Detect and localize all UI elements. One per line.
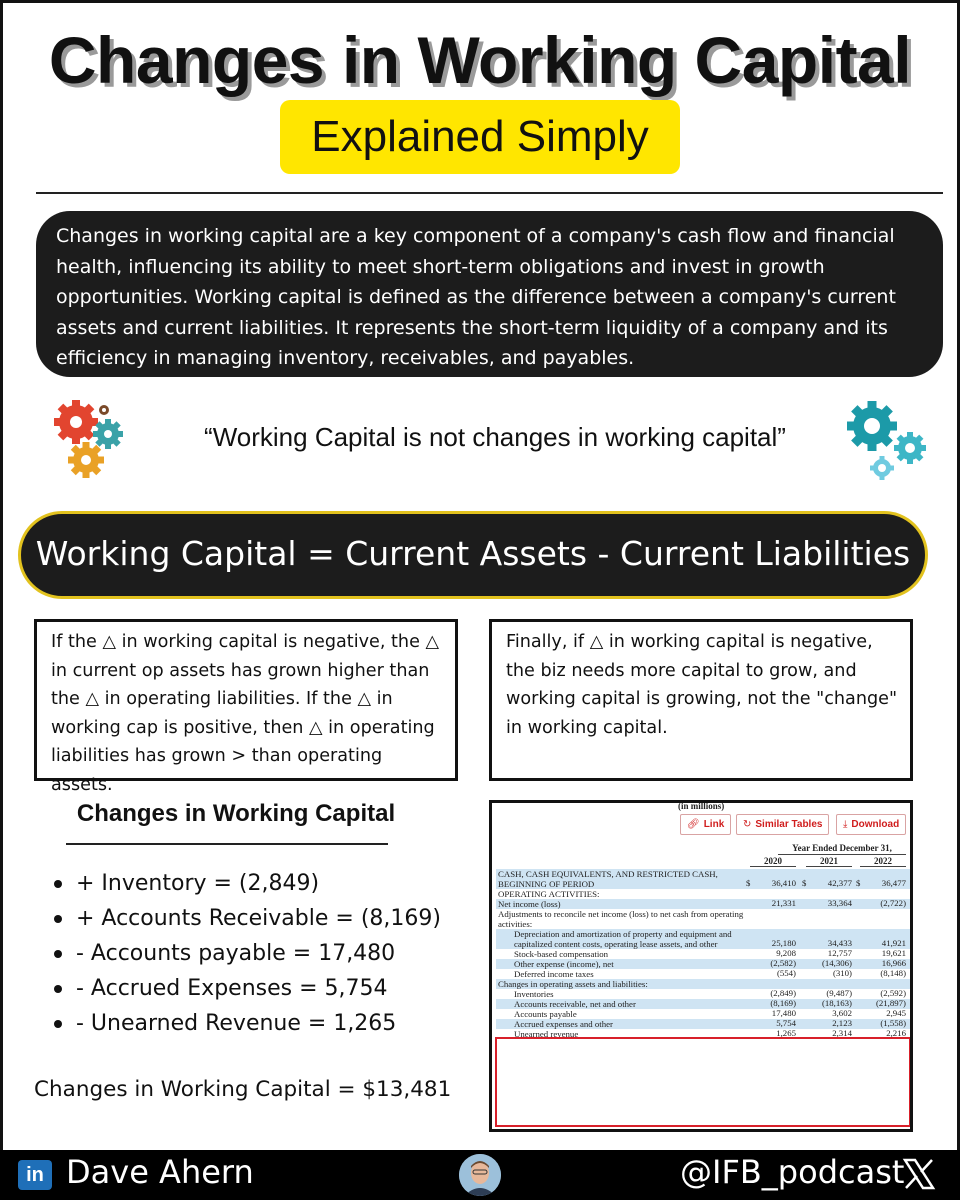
row-label: Accrued expenses and other: [514, 1019, 613, 1029]
cell-value: (2,849): [770, 988, 796, 998]
calc-list: [54, 866, 441, 1041]
cell-value: (554): [776, 968, 796, 978]
currency-symbol: $: [802, 878, 807, 888]
bullet-icon: [54, 1020, 62, 1028]
list-item: [54, 971, 441, 1006]
cell-value: (310): [832, 968, 852, 978]
cell-value: (1,558): [880, 1018, 906, 1028]
cell-value: 2,945: [886, 1008, 906, 1018]
row-label: Stock-based compensation: [514, 949, 609, 959]
cell-value: (2,592): [880, 988, 906, 998]
author-name: Dave Ahern: [66, 1153, 254, 1191]
list-item: [54, 1006, 441, 1041]
twitter-handle: @IFB_podcast: [680, 1153, 905, 1191]
x-logo-icon[interactable]: [902, 1157, 936, 1191]
linkedin-icon[interactable]: in: [18, 1160, 52, 1190]
avatar: [459, 1154, 501, 1196]
currency-symbol: $: [856, 878, 861, 888]
bullet-icon: [54, 880, 62, 888]
cell-value: (8,169): [770, 998, 796, 1008]
calc-item-accrued: - Accrued Expenses = 5,754: [76, 976, 388, 1001]
brown-gear: [99, 405, 109, 415]
table-row: [496, 929, 910, 949]
calc-item-receivables: + Accounts Receivable = (8,169): [76, 906, 441, 931]
formula-banner: Working Capital = Current Assets - Current Liabilities: [18, 511, 928, 599]
similar-tables-button[interactable]: [736, 814, 829, 835]
cell-value: (8,148): [880, 968, 906, 978]
currency-symbol: $: [746, 878, 751, 888]
statement-period: Year Ended December 31,: [778, 843, 906, 855]
row-label: Net income (loss): [498, 899, 561, 909]
table-row: [496, 969, 910, 979]
row-label: Adjustments to reconcile net income (loss) to net cash from operating activities:: [498, 909, 744, 929]
row-label: OPERATING ACTIVITIES:: [498, 889, 600, 899]
big-teal-gear: [847, 401, 897, 451]
quote-text: “Working Capital is not changes in working capital”: [204, 422, 786, 452]
cell-value: 33,364: [827, 898, 852, 908]
cash-flow-statement: [489, 800, 913, 1132]
calc-item-payables: - Accounts payable = 17,480: [76, 941, 396, 966]
row-label: Unearned revenue: [514, 1029, 579, 1039]
year-header: 2022: [860, 856, 906, 867]
row-label: Depreciation and amortization of property and equipment and capitalized content costs, operating lease assets, and other: [514, 929, 732, 949]
highlight-box: [495, 1037, 911, 1127]
download-icon: ⤓: [843, 819, 848, 830]
note-capital-growth: Finally, if △ in working capital is negative, the biz needs more capital to grow, and working capital is growing, not the "change" in working capital.: [489, 619, 913, 781]
orange-gear: [68, 442, 104, 478]
download-label: Download: [851, 819, 900, 830]
bullet-icon: [54, 985, 62, 993]
bullet-icon: [54, 950, 62, 958]
link-icon: 🔗︎: [687, 819, 700, 830]
cell-value: (9,487): [826, 988, 852, 998]
cell-value: (2,722): [880, 898, 906, 908]
similar-tables-label: Similar Tables: [755, 819, 823, 830]
year-header: 2020: [750, 856, 796, 867]
calc-item-unearned: - Unearned Revenue = 1,265: [76, 1011, 397, 1036]
mid-teal-gear: [894, 432, 926, 464]
calc-total: Changes in Working Capital = $13,481: [34, 1077, 452, 1102]
year-header: 2021: [806, 856, 852, 867]
cell-value: 3,602: [832, 1008, 852, 1018]
cell-value: 36,477: [881, 878, 906, 888]
teal-gear: [93, 419, 123, 449]
cell-value: 1,265: [776, 1028, 796, 1038]
row-label: Changes in operating assets and liabilities:: [498, 979, 648, 989]
history-icon: ↻: [743, 819, 752, 830]
cell-value: 2,314: [832, 1028, 852, 1038]
list-item: [54, 901, 441, 936]
row-label: Accounts receivable, net and other: [514, 999, 636, 1009]
row-label: Accounts payable: [514, 1009, 577, 1019]
cell-value: 5,754: [776, 1018, 796, 1028]
cell-value: 42,377: [827, 878, 852, 888]
note-negative-positive: If the △ in working capital is negative, the △ in current op assets has grown higher than the △ in operating liabilities. If the △ in working cap is positive, then △ in operating liabilities has grown > than operating assets.: [34, 619, 458, 781]
statement-units: (in millions): [678, 801, 725, 811]
row-label: CASH, CASH EQUIVALENTS, AND RESTRICTED CASH, BEGINNING OF PERIOD: [498, 869, 718, 889]
link-button[interactable]: [680, 814, 731, 835]
table-row: [496, 869, 910, 889]
cell-value: (21,897): [875, 998, 906, 1008]
divider: [36, 192, 943, 194]
cell-value: 41,921: [881, 938, 906, 948]
statement-rows: [496, 869, 910, 1039]
cell-value: (18,163): [821, 998, 852, 1008]
link-button-label: Link: [703, 819, 725, 830]
cell-value: (14,306): [821, 958, 852, 968]
bullet-icon: [54, 915, 62, 923]
list-item: [54, 936, 441, 971]
table-row: [496, 909, 910, 929]
download-button[interactable]: [836, 814, 906, 835]
small-teal-gear: [870, 456, 894, 480]
page-title: Changes in Working Capital: [48, 23, 912, 97]
calc-heading: Changes in Working Capital: [76, 800, 396, 827]
calc-item-inventory: + Inventory = (2,849): [76, 871, 320, 896]
cell-value: 36,410: [771, 878, 796, 888]
row-label: Inventories: [514, 989, 554, 999]
page-subtitle: Explained Simply: [280, 100, 680, 174]
teal-gears-icon: [842, 398, 932, 486]
table-row: [496, 899, 910, 909]
intro-panel: Changes in working capital are a key component of a company's cash flow and financial health, influencing its ability to meet short-term obligations and invest in growth opportunities. Working capital is defined as the difference between a company's current assets and current liabilities. It represents the short-term liquidity of a company and its efficiency in managing inventory, receivables, and payables.: [36, 211, 943, 377]
cell-value: 16,966: [881, 958, 906, 968]
cell-value: 2,123: [832, 1018, 852, 1028]
cell-value: (2,582): [770, 958, 796, 968]
red-gear: [54, 400, 98, 444]
cell-value: 9,208: [776, 948, 796, 958]
cell-value: 34,433: [827, 938, 852, 948]
row-label: Other expense (income), net: [514, 959, 614, 969]
cell-value: 25,180: [771, 938, 796, 948]
row-label: Deferred income taxes: [514, 969, 594, 979]
cell-value: 12,757: [827, 948, 852, 958]
cell-value: 2,216: [886, 1028, 906, 1038]
calc-divider: [66, 843, 388, 845]
cell-value: 19,621: [881, 948, 906, 958]
list-item: [54, 866, 441, 901]
colorful-gears-icon: [52, 398, 126, 482]
cell-value: 17,480: [771, 1008, 796, 1018]
cell-value: 21,331: [771, 898, 796, 908]
